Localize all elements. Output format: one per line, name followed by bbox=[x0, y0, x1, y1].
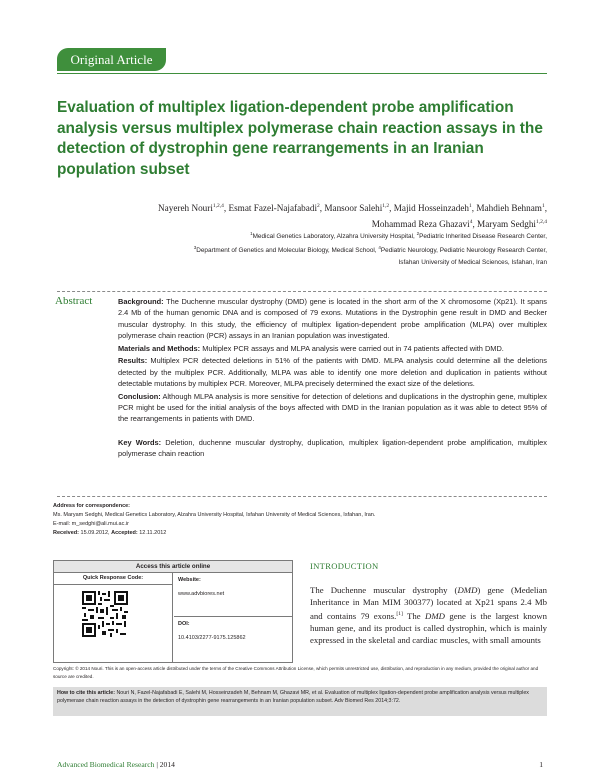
section-label: Results: bbox=[118, 356, 148, 366]
accepted-date: 12.11.2012 bbox=[137, 530, 167, 536]
abstract-background bbox=[118, 296, 547, 341]
abstract-body bbox=[118, 296, 547, 461]
author-affil-sup: 2 bbox=[317, 203, 320, 209]
author-separator: , bbox=[544, 203, 547, 214]
website-cell bbox=[174, 573, 292, 617]
affil-text: Department of Genetics and Molecular Biology, Medical School, bbox=[196, 247, 379, 255]
correspondence-address: Ms. Maryam Sedghi, Medical Genetics Laboratory, Alzahra University Hospital, Isfahan University of Medical Sciences, Isfahan, Iran. bbox=[53, 512, 376, 518]
email-label: E-mail: bbox=[53, 521, 71, 527]
access-online-box bbox=[53, 560, 293, 663]
affil-number: 4 bbox=[378, 245, 381, 251]
author-affil-sup: 1,2,4 bbox=[536, 218, 547, 225]
website-label: Website: bbox=[178, 577, 201, 583]
introduction-body bbox=[310, 585, 547, 646]
abstract-keywords bbox=[118, 437, 547, 460]
section-label: Conclusion: bbox=[118, 391, 161, 401]
abstract-results bbox=[118, 355, 547, 389]
citation-label: How to cite this article: bbox=[57, 690, 115, 696]
abstract-top-divider bbox=[57, 291, 547, 292]
author-affil-sup: 1,2,4 bbox=[212, 203, 224, 209]
gene-name: DMD bbox=[457, 585, 478, 595]
received-date: 15.09.2012, bbox=[79, 530, 112, 536]
abstract-methods bbox=[118, 343, 547, 354]
affil-text: Pediatric Inherited Disease Research Center, bbox=[419, 233, 547, 241]
author-list bbox=[67, 200, 547, 231]
access-links-cell bbox=[174, 573, 292, 662]
affil-number: 3 bbox=[193, 245, 197, 251]
article-type-badge: Original Article bbox=[57, 48, 166, 71]
author-affil-sup: 4 bbox=[469, 218, 473, 225]
article-title: Evaluation of multiplex ligation-dependent probe amplification analysis versus multiplex polymerase chain reaction assays in the detection of dystrophin gene rearrangements in an Iranian population subset bbox=[57, 99, 543, 178]
access-box-header: Access this article online bbox=[54, 561, 292, 573]
section-text: Although MLPA analysis is more sensitive for detection of deletions and duplications in the dystrophin gene, multiplex PCR might be used for the initial analysis of the boys affected with DMD in the Iranian population as it was able to detect 95% of the rearrangements in patients with DMD. bbox=[118, 391, 547, 424]
intro-text: gene is the largest known human gene, and its product is called dystrophin, which is mainly expressed in the skeletal and cardiac muscles, with small amounts bbox=[310, 610, 547, 645]
affiliations bbox=[47, 228, 547, 268]
author-name: Mohammad Reza Ghazavi bbox=[371, 218, 470, 229]
citation-box bbox=[53, 687, 547, 716]
footer-year: 2014 bbox=[159, 760, 175, 769]
citation-text: Nouri N, Fazel-Najafabadi E, Salehi M, Hosseinzadeh M, Behnam M, Ghazavi MR, et al. Evaluation of multiplex ligation-dependent probe amplification analysis versus multiplex polymerase chain reaction assays in the detection of dystrophin gene rearrangements in an Iranian population subset. Adv Biomed Res 2014;3:72. bbox=[57, 690, 529, 705]
footer-separator: | bbox=[154, 760, 160, 769]
section-text: Multiplex PCR assays and MLPA analysis were carried out in 74 patients affected with DMD. bbox=[200, 343, 504, 353]
author-name: Nayereh Nouri bbox=[158, 203, 213, 214]
author-name: , Esmat Fazel-Najafabadi bbox=[223, 203, 317, 214]
section-label: Materials and Methods: bbox=[118, 343, 201, 353]
introduction-heading: INTRODUCTION bbox=[310, 561, 379, 571]
intro-text: The Duchenne muscular dystrophy ( bbox=[310, 585, 458, 595]
abstract-bottom-divider bbox=[57, 496, 547, 497]
correspondence-block bbox=[53, 502, 547, 538]
author-affil-sup: 1,2 bbox=[382, 203, 390, 209]
gene-name: DMD bbox=[425, 610, 445, 621]
author-name: , Mahdieh Behnam bbox=[471, 203, 542, 214]
abstract-heading: Abstract bbox=[55, 295, 93, 307]
qr-label: Quick Response Code: bbox=[54, 573, 172, 585]
header-divider bbox=[57, 73, 547, 74]
website-link[interactable]: www.advbiores.net bbox=[178, 591, 225, 597]
section-text: Multiplex PCR detected deletions in 51% of the patients with DMD. MLPA analysis could determine all the deletions detected by the multiplex PCR. Additionally, MLPA was able to identify one more deletion and duplication in patients without detectable mutations by multiplex PCR. Moreover, MLPA precisely determined the exact size of the deletions. bbox=[118, 356, 547, 389]
author-name: , Majid Hosseinzadeh bbox=[389, 203, 470, 214]
doi-label: DOI: bbox=[178, 621, 190, 627]
affil-number: 2 bbox=[416, 231, 420, 236]
author-line-1 bbox=[67, 200, 547, 216]
journal-name: Advanced Biomedical Research bbox=[57, 760, 155, 769]
footer-journal bbox=[57, 760, 175, 769]
copyright-notice: Copyright: © 2014 Nouri. This is an open-access article distributed under the terms of the Creative Commons Attribution License, which permits unrestricted use, distribution, and reproduction in any medium, provided the original author and source are credited. bbox=[53, 666, 539, 679]
section-text: The Duchenne muscular dystrophy (DMD) gene is located in the short arm of the X chromosome (Xp21). It spans 2.4 Mb of the human genomic DNA and is composed of 79 exons. Mutations in the Dystrophin gene result in DMD and Becker muscular dystrophy. In this study, the efficiency of multiplex ligation-dependent probe amplification (MLPA) over multiplex polymerase chain reaction (PCR) assays in an Iranian population was investigated. bbox=[118, 297, 547, 340]
section-label: Background: bbox=[118, 297, 164, 306]
affil-text: Pediatric Neurology, Pediatric Neurology Research Center, bbox=[380, 247, 547, 255]
author-affil-sup: 1 bbox=[541, 203, 545, 209]
accepted-label: Accepted: bbox=[111, 530, 138, 536]
reference-link[interactable]: [1] bbox=[396, 610, 403, 617]
email-link[interactable]: m_sedghi@ali.mui.ac.ir bbox=[70, 521, 129, 527]
received-label: Received: bbox=[53, 530, 79, 536]
qr-cell bbox=[54, 573, 173, 662]
intro-text: ) gene (Medelian Inheritance in Man MIM 300377) located at Xp21 spans 2.4 Mb and contains 79 exons. bbox=[310, 585, 547, 621]
affil-text: Medical Genetics Laboratory, Alzahra University Hospital, bbox=[252, 233, 417, 241]
correspondence-heading: Address for correspondence: bbox=[53, 503, 131, 509]
section-label: Key Words: bbox=[118, 437, 162, 447]
affiliation-line bbox=[47, 228, 547, 242]
affiliation-line: Isfahan University of Medical Sciences, Isfahan, Iran bbox=[398, 258, 547, 266]
page-number: 1 bbox=[539, 760, 543, 769]
section-text: Deletion, duchenne muscular dystrophy, duplication, multiplex ligation-dependent probe amplification, multiplex polymerase chain reaction bbox=[118, 437, 547, 459]
doi-cell bbox=[174, 617, 292, 641]
qr-code-icon[interactable] bbox=[82, 591, 128, 637]
intro-text: The bbox=[402, 610, 426, 621]
doi-link[interactable]: 10.4103/2277-9175.125862 bbox=[178, 635, 246, 641]
affil-number: 1 bbox=[250, 231, 253, 236]
author-name: , Mansoor Salehi bbox=[319, 203, 383, 214]
author-affil-sup: 1 bbox=[469, 203, 472, 209]
abstract-conclusion bbox=[118, 391, 547, 425]
author-name: , Maryam Sedghi bbox=[472, 218, 536, 229]
affiliation-line bbox=[47, 242, 547, 256]
